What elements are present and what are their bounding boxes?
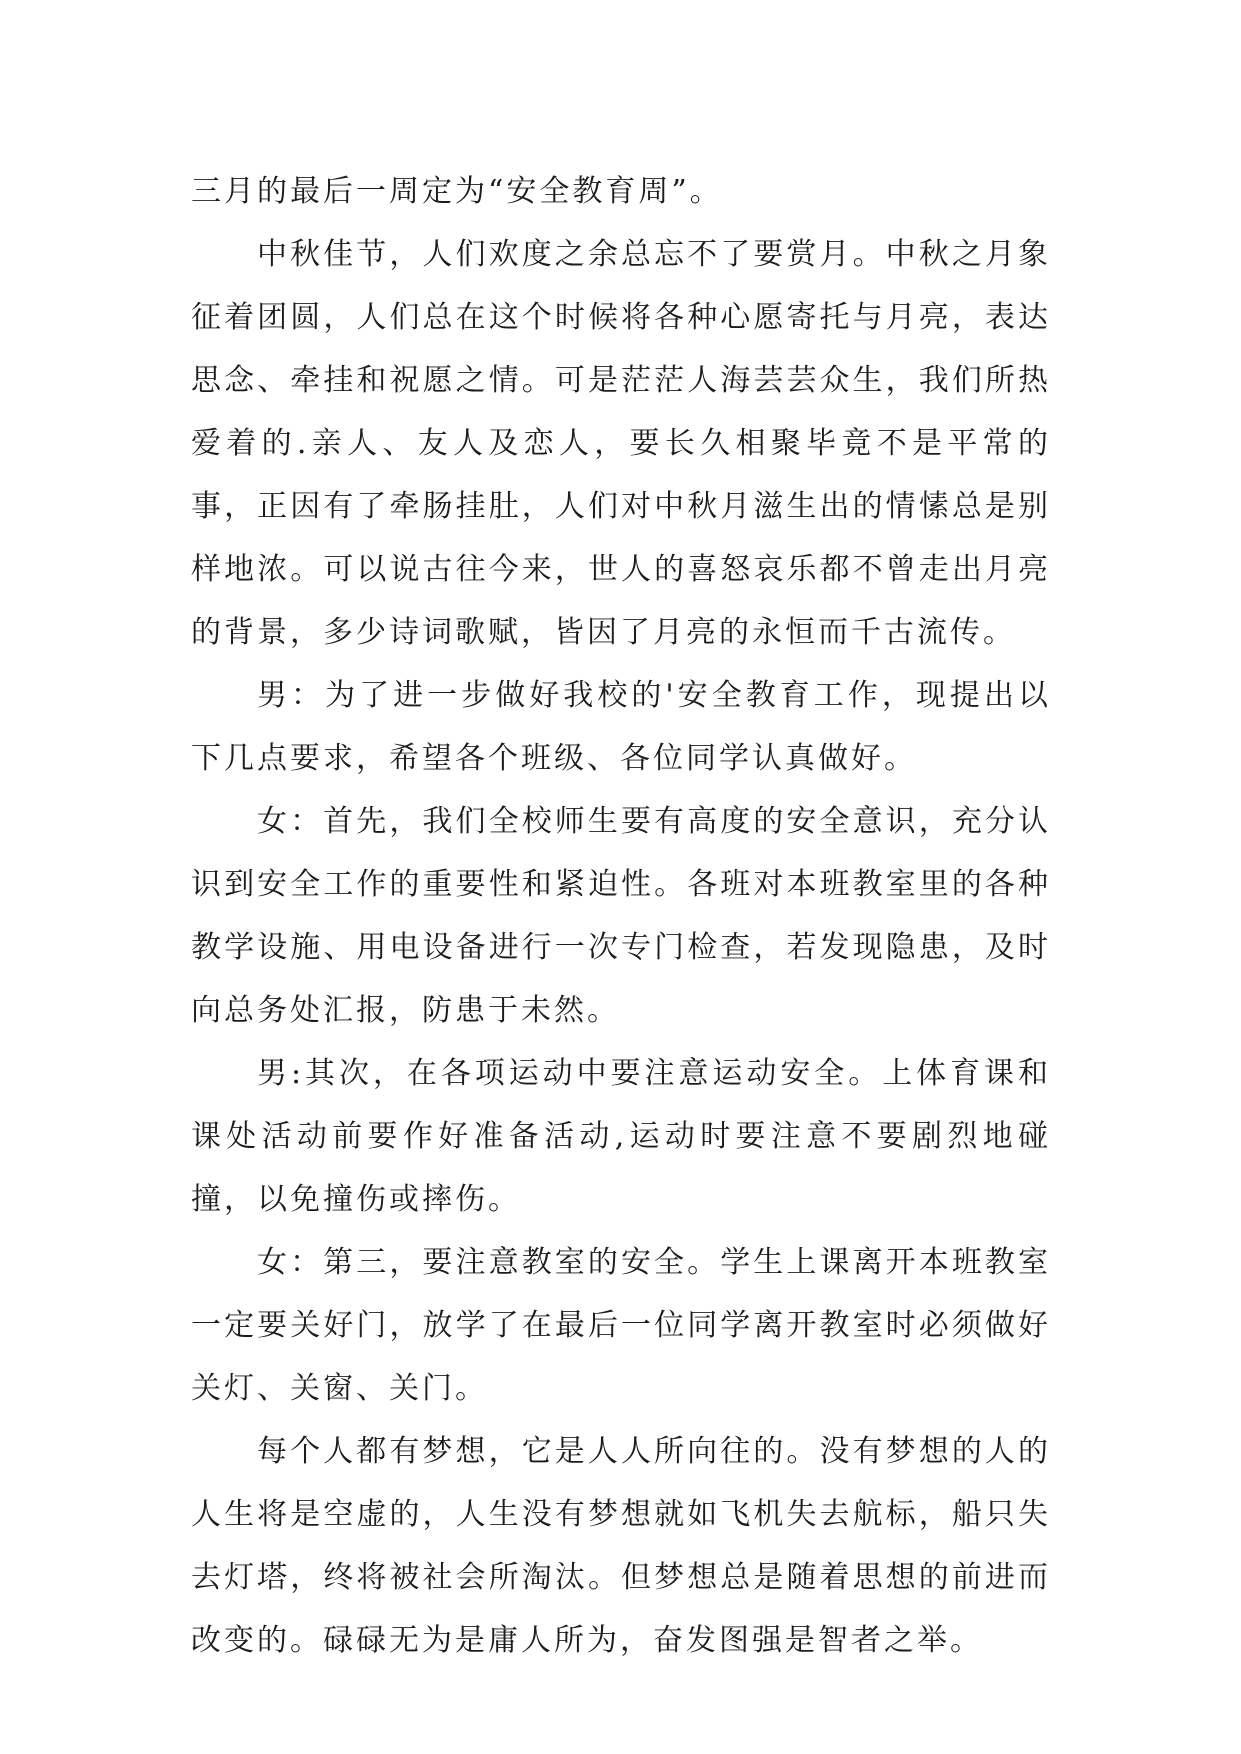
- paragraph-6: 女：第三，要注意教室的安全。学生上课离开本班教室一定要关好门，放学了在最后一位同学离开教室时必须做好关灯、关窗、关门。: [191, 1245, 1051, 1406]
- paragraph-4: 女：首先，我们全校师生要有高度的安全意识，充分认识到安全工作的重要性和紧迫性。各班对本班教室里的各种教学设施、用电设备进行一次专门检查，若发现隐患，及时向总务处汇报，防患于未然。: [191, 804, 1051, 1028]
- paragraph-1: 三月的最后一周定为“安全教育周”。: [191, 174, 723, 209]
- paragraph-3: 男：为了进一步做好我校的'安全教育工作，现提出以下几点要求，希望各个班级、各位同学认真做好。: [191, 678, 1051, 776]
- paragraph-7: 每个人都有梦想，它是人人所向往的。没有梦想的人的人生将是空虚的，人生没有梦想就如飞机失去航标，船只失去灯塔，终将被社会所淘汰。但梦想总是随着思想的前进而改变的。碌碌无为是庸人所为，奋发图强是智者之举。: [191, 1434, 1051, 1658]
- document-body: [191, 160, 1051, 1672]
- paragraph-2: 中秋佳节，人们欢度之余总忘不了要赏月。中秋之月象征着团圆，人们总在这个时候将各种心愿寄托与月亮，表达思念、牵挂和祝愿之情。可是茫茫人海芸芸众生，我们所热爱着的.亲人、友人及恋人，要长久相聚毕竟不是平常的事，正因有了牵肠挂肚，人们对中秋月滋生出的情愫总是别样地浓。可以说古往今来，世人的喜怒哀乐都不曾走出月亮的背景，多少诗词歌赋，皆因了月亮的永恒而千古流传。: [191, 237, 1051, 650]
- paragraph-5: 男:其次，在各项运动中要注意运动安全。上体育课和课处活动前要作好准备活动,运动时要注意不要剧烈地碰撞，以免撞伤或摔伤。: [191, 1056, 1051, 1217]
